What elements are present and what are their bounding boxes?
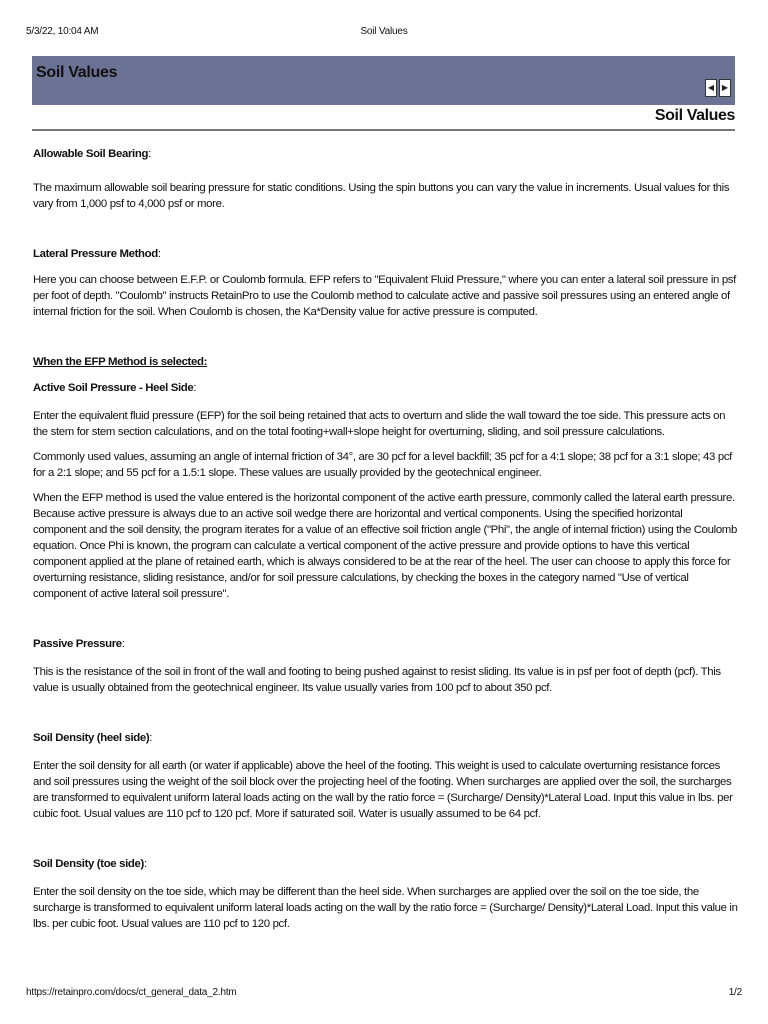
section-title-active-soil-pressure: Active Soil Pressure - Heel Side: — [33, 382, 197, 394]
paragraph-active-pressure-1: Enter the equivalent fluid pressure (EFP) for the soil being retained that acts to overturn and slide the wall toward the toe side. This pressure acts on the stem for stem section calculations, and on the total footing+wall+slope height for overturning, sliding, and soil pressure calculations. — [33, 410, 726, 438]
section-title-soil-density-heel: Soil Density (heel side): — [33, 732, 153, 744]
paragraph-soil-density-toe: Enter the soil density on the toe side, which may be different than the heel side. When surcharges are applied over the soil on the toe side, the surcharge is transformed to equivalent uniform lateral loads acting on the wall by the ratio force = (Surcharge/ Density)*Lateral Load. Input this value in lbs. per cubic foot. Usual values are 110 pcf to 120 pcf. — [33, 886, 738, 930]
paragraph-active-pressure-3: When the EFP method is used the value entered is the horizontal component of the active earth pressure, commonly called the lateral earth pressure. Because active pressure is always due to an active soil wedge there are horizontal and vertical components. Using the specified horizontal component and the soil density, the program iterates for a value of an effective soil friction angle ("Phi", the angle of internal friction) using the Coulomb equation. Once Phi is known, the program can calculate a vertical component of the active pressure and provide options to have this vertical component applied at the plane of retained earth, which is always considered to be at the rear of the heel. The user can choose to apply this force for overturning resistance, sliding resistance, and/or for soil pressure calculations, by checking the boxes in the category named "Use of vertical component of active lateral soil pressure". — [33, 492, 737, 600]
section-title-allowable-soil-bearing: Allowable Soil Bearing: — [33, 148, 151, 160]
topic-nav — [705, 79, 731, 97]
subheading-efp-method: When the EFP Method is selected: — [33, 356, 208, 368]
section-title-passive-pressure: Passive Pressure: — [33, 638, 125, 650]
page-heading: Soil Values — [654, 107, 735, 124]
paragraph-allowable-soil-bearing: The maximum allowable soil bearing pressure for static conditions. Using the spin buttons you can vary the value in increments. Usual values for this vary from 1,000 psf to 4,000 psf or more. — [33, 182, 730, 210]
banner-title: Soil Values — [36, 64, 118, 81]
print-datetime: 5/3/22, 10:04 AM — [26, 26, 99, 37]
paragraph-soil-density-heel: Enter the soil density for all earth (or water if applicable) above the heel of the footing. This weight is used to calculate overturning resistance forces and soil pressures using the weight of the soil block over the projecting heel of the footing. When surcharges are applied over the soil, the surcharges are transformed to equivalent uniform lateral loads acting on the wall by the ratio force = (Surcharge/ Density)*Lateral Load. Input this value in lbs. per cubic foot. Usual values are 110 pcf to 120 pcf. More if saturated soil. Water is usually assumed to be 64 pcf. — [33, 760, 733, 820]
arrow-left-icon: ◀ — [707, 83, 715, 92]
paragraph-lateral-pressure-method: Here you can choose between E.F.P. or Coulomb formula. EFP refers to "Equivalent Fluid Pressure," where you can enter a lateral soil pressure in psf per foot of depth. "Coulomb" instructs RetainPro to use the Coulomb method to calculate active and passive soil pressures using an entered angle of internal friction for the soil. When Coulomb is chosen, the Ka*Density value for active pressure is computed. — [33, 274, 736, 318]
print-header — [26, 26, 742, 40]
document-body — [33, 146, 738, 932]
print-page-title: Soil Values — [360, 26, 408, 37]
heading-divider — [32, 129, 735, 131]
paragraph-active-pressure-2: Commonly used values, assuming an angle of internal friction of 34°, are 30 pcf for a level backfill; 35 pcf for a 4:1 slope; 38 pcf for a 3:1 slope; 43 pcf for a 2:1 slope; and 55 pcf for a 1.5:1 slope. These values are usually provided by the geotechnical engineer. — [33, 451, 732, 479]
arrow-right-icon: ▶ — [721, 83, 729, 92]
print-footer — [26, 987, 742, 1001]
section-title-soil-density-toe: Soil Density (toe side): — [33, 858, 147, 870]
paragraph-passive-pressure: This is the resistance of the soil in front of the wall and footing to being pushed against to resist sliding. Its value is in psf per foot of depth (pcf). This value is usually obtained from the geotechnical engineer. Its value usually varies from 100 pcf to about 350 pcf. — [33, 666, 721, 694]
topic-banner — [32, 56, 735, 105]
section-title-lateral-pressure-method: Lateral Pressure Method: — [33, 248, 161, 260]
page-number: 1/2 — [728, 987, 742, 998]
previous-topic-button[interactable] — [705, 79, 717, 97]
page-url: https://retainpro.com/docs/ct_general_data_2.htm — [26, 987, 237, 998]
next-topic-button[interactable] — [719, 79, 731, 97]
